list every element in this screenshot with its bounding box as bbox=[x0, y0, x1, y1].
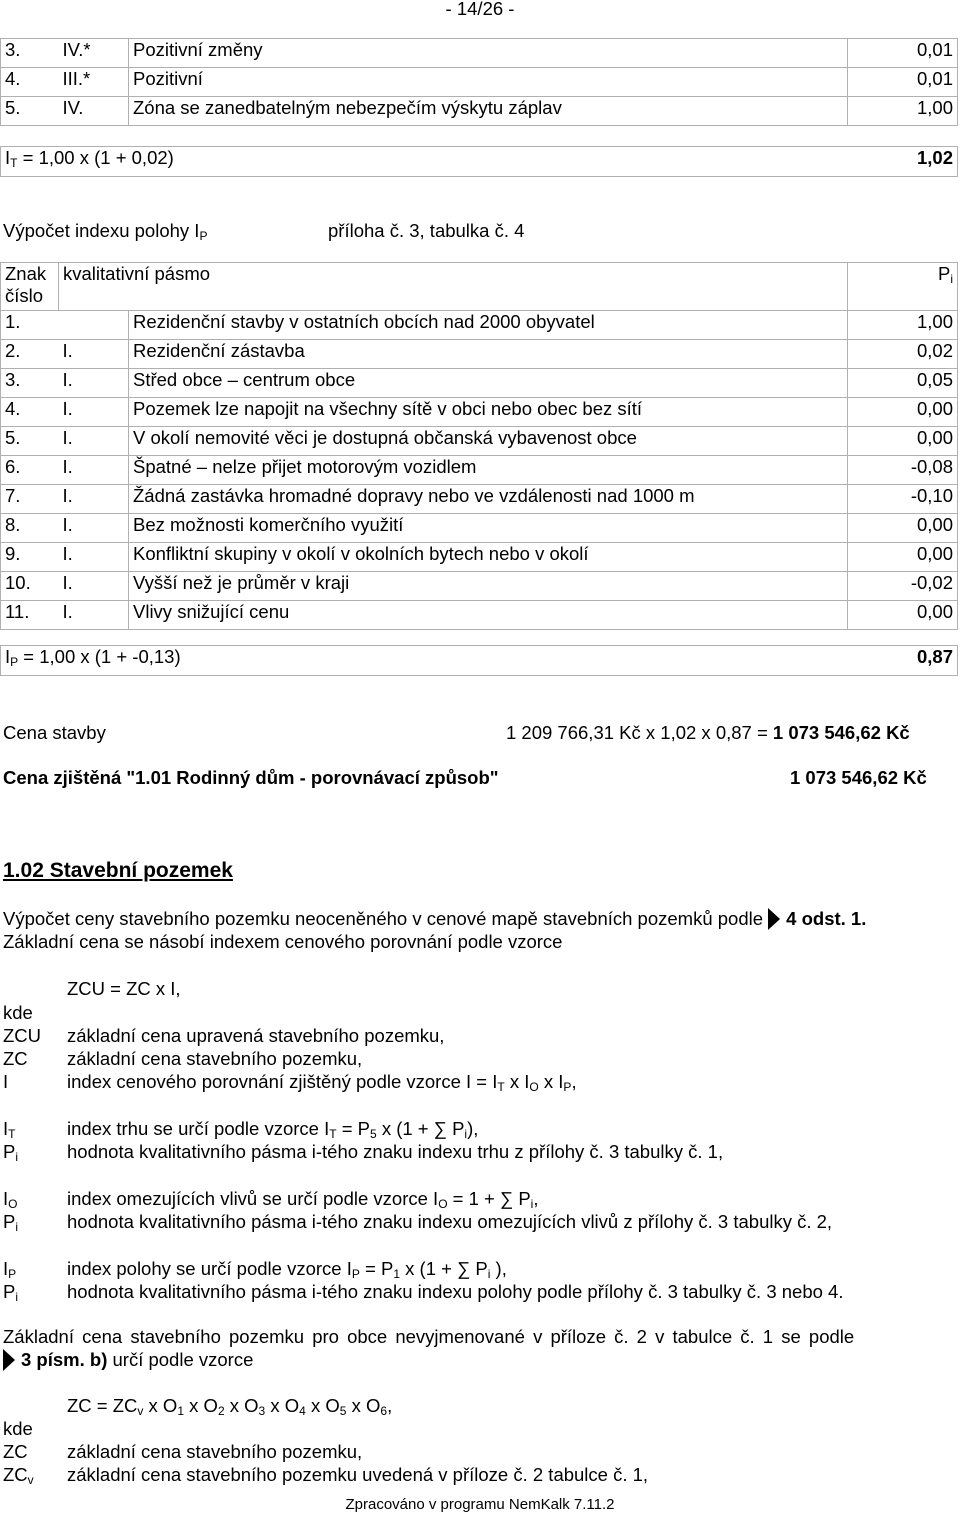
poloha-row-value: -0,08 bbox=[848, 456, 958, 485]
cena-stavby-calc: 1 209 766,31 Kč x 1,02 x 0,87 = 1 073 546,62 Kč bbox=[506, 722, 910, 743]
def2-zcv-text: základní cena stavebního pozemku uvedená v příloze č. 2 tabulce č. 1, bbox=[67, 1464, 649, 1485]
ip-result: 0,87 bbox=[839, 646, 958, 676]
poloha-row-label: Bez možnosti komerčního využití bbox=[129, 514, 848, 543]
poloha-header-pi: Pi bbox=[848, 263, 958, 311]
cena-zjistena-value: 1 073 546,62 Kč bbox=[790, 767, 927, 788]
trh-row-class: IV.* bbox=[59, 39, 129, 68]
poloha-row-num: 7. bbox=[1, 485, 59, 514]
poloha-row bbox=[1, 398, 958, 427]
it-formula-table bbox=[0, 146, 958, 177]
def-zcu-text: základní cena upravená stavebního pozemku, bbox=[67, 1025, 445, 1046]
trh-row-class: III.* bbox=[59, 68, 129, 97]
def2-zc-text: základní cena stavebního pozemku, bbox=[67, 1441, 363, 1462]
poloha-row bbox=[1, 369, 958, 398]
para2-line-1: Základní cena stavebního pozemku pro obce nevyjmenované v příloze č. 2 v tabulce č. 1 se podle bbox=[3, 1326, 855, 1347]
poloha-row-num: 10. bbox=[1, 572, 59, 601]
poloha-row-class: I. bbox=[59, 456, 129, 485]
it-result: 1,02 bbox=[839, 147, 958, 177]
poloha-row-value: 0,00 bbox=[848, 601, 958, 630]
poloha-row bbox=[1, 311, 958, 340]
trh-row-class: IV. bbox=[59, 97, 129, 126]
def-pi1-text: hodnota kvalitativního pásma i-tého znaku indexu trhu z přílohy č. 3 tabulky č. 1, bbox=[67, 1141, 724, 1162]
def-i-sym: I bbox=[3, 1071, 9, 1092]
poloha-row-num: 8. bbox=[1, 514, 59, 543]
def-pi2-sym: Pi bbox=[3, 1211, 19, 1234]
poloha-row bbox=[1, 340, 958, 369]
poloha-row-label: Žádná zastávka hromadné dopravy nebo ve vzdálenosti nad 1000 m bbox=[129, 485, 848, 514]
def2-zc-sym: ZC bbox=[3, 1441, 28, 1462]
formula-zc: ZC = ZCv x O1 x O2 x O3 x O4 x O5 x O6, bbox=[67, 1395, 393, 1418]
poloha-row-num: 5. bbox=[1, 427, 59, 456]
def-it-text: index trhu se určí podle vzorce IT = P5 x (1 + ∑ Pi), bbox=[67, 1118, 479, 1141]
poloha-row-class: I. bbox=[59, 572, 129, 601]
trh-row-label: Pozitivní změny bbox=[129, 39, 848, 68]
poloha-row-num: 2. bbox=[1, 340, 59, 369]
poloha-row bbox=[1, 456, 958, 485]
trh-row-num: 3. bbox=[1, 39, 59, 68]
poloha-row-class bbox=[59, 311, 129, 340]
poloha-row-class: I. bbox=[59, 398, 129, 427]
poloha-row-class: I. bbox=[59, 514, 129, 543]
def-zc-sym: ZC bbox=[3, 1048, 28, 1069]
poloha-row-label: Rezidenční zástavba bbox=[129, 340, 848, 369]
def-ip-sym: IP bbox=[3, 1258, 17, 1281]
poloha-row-value: 0,00 bbox=[848, 514, 958, 543]
poloha-row-class: I. bbox=[59, 340, 129, 369]
poloha-row bbox=[1, 601, 958, 630]
ip-formula: IP = 1,00 x (1 + -0,13) bbox=[1, 646, 840, 676]
kde-label-2: kde bbox=[3, 1418, 33, 1439]
poloha-row-value: -0,10 bbox=[848, 485, 958, 514]
def-zc-text: základní cena stavebního pozemku, bbox=[67, 1048, 363, 1069]
poloha-row-class: I. bbox=[59, 485, 129, 514]
section-title: 1.02 Stavební pozemek bbox=[3, 859, 233, 882]
poloha-row-class: I. bbox=[59, 427, 129, 456]
poloha-row-value: 1,00 bbox=[848, 311, 958, 340]
it-formula: IT = 1,00 x (1 + 0,02) bbox=[1, 147, 840, 177]
trh-row-value: 0,01 bbox=[848, 68, 958, 97]
poloha-row-class: I. bbox=[59, 369, 129, 398]
footer: Zpracováno v programu NemKalk 7.11.2 bbox=[345, 1496, 615, 1513]
poloha-row-label: Konfliktní skupiny v okolí v okolních bytech nebo v okolí bbox=[129, 543, 848, 572]
para2-line-2: 3 písm. b) určí podle vzorce bbox=[3, 1349, 253, 1371]
poloha-row-label: V okolí nemovité věci je dostupná občanská vybavenost obce bbox=[129, 427, 848, 456]
poloha-row-label: Špatné – nelze přijet motorovým vozidlem bbox=[129, 456, 848, 485]
poloha-row-label: Pozemek lze napojit na všechny sítě v obci nebo obec bez sítí bbox=[129, 398, 848, 427]
section-arrow-icon bbox=[768, 908, 780, 930]
poloha-row-label: Střed obce – centrum obce bbox=[129, 369, 848, 398]
poloha-row-label: Rezidenční stavby v ostatních obcích nad 2000 obyvatel bbox=[129, 311, 848, 340]
trh-table bbox=[0, 38, 958, 126]
section-arrow-icon bbox=[3, 1349, 15, 1371]
def-io-sym: IO bbox=[3, 1188, 18, 1211]
poloha-row-value: -0,02 bbox=[848, 572, 958, 601]
intro-line-1: Výpočet ceny stavebního pozemku neoceněného v cenové mapě stavebních pozemků podle 4 odst. 1. bbox=[3, 908, 867, 929]
poloha-row-num: 1. bbox=[1, 311, 59, 340]
poloha-row bbox=[1, 485, 958, 514]
poloha-row-value: 0,00 bbox=[848, 427, 958, 456]
def-i-text: index cenového porovnání zjištěný podle vzorce I = IT x IO x IP, bbox=[67, 1071, 577, 1094]
cena-zjistena-label: Cena zjištěná "1.01 Rodinný dům - porovnávací způsob" bbox=[3, 767, 499, 788]
def-ip-text: index polohy se určí podle vzorce IP = P1 x (1 + ∑ Pi ), bbox=[67, 1258, 507, 1281]
poloha-row bbox=[1, 427, 958, 456]
ip-formula-table bbox=[0, 645, 958, 676]
poloha-row-class: I. bbox=[59, 543, 129, 572]
poloha-row-num: 9. bbox=[1, 543, 59, 572]
trh-row-value: 0,01 bbox=[848, 39, 958, 68]
poloha-row bbox=[1, 543, 958, 572]
def-pi3-sym: Pi bbox=[3, 1281, 19, 1304]
def-pi1-sym: Pi bbox=[3, 1141, 19, 1164]
poloha-reference: příloha č. 3, tabulka č. 4 bbox=[328, 220, 525, 241]
kde-label: kde bbox=[3, 1002, 33, 1023]
def-pi3-text: hodnota kvalitativního pásma i-tého znaku indexu polohy podle přílohy č. 3 tabulky č. 3 nebo 4. bbox=[67, 1281, 844, 1302]
def2-zcv-sym: ZCv bbox=[3, 1464, 34, 1487]
poloha-header-label: kvalitativní pásmo bbox=[59, 263, 848, 311]
trh-row-value: 1,00 bbox=[848, 97, 958, 126]
page-number: - 14/26 - bbox=[445, 0, 515, 19]
intro-line-2: Základní cena se násobí indexem cenového porovnání podle vzorce bbox=[3, 931, 563, 952]
def-io-text: index omezujících vlivů se určí podle vzorce IO = 1 + ∑ Pi, bbox=[67, 1188, 539, 1211]
cena-stavby-label: Cena stavby bbox=[3, 722, 106, 743]
poloha-row-value: 0,00 bbox=[848, 398, 958, 427]
poloha-row-value: 0,00 bbox=[848, 543, 958, 572]
poloha-row bbox=[1, 514, 958, 543]
trh-row-label: Zóna se zanedbatelným nebezpečím výskytu záplav bbox=[129, 97, 848, 126]
poloha-heading: Výpočet indexu polohy IP bbox=[3, 220, 208, 243]
poloha-row-label: Vlivy snižující cenu bbox=[129, 601, 848, 630]
poloha-row-label: Vyšší než je průměr v kraji bbox=[129, 572, 848, 601]
poloha-row-num: 4. bbox=[1, 398, 59, 427]
poloha-row-num: 11. bbox=[1, 601, 59, 630]
poloha-row-num: 6. bbox=[1, 456, 59, 485]
trh-row-label: Pozitivní bbox=[129, 68, 848, 97]
def-pi2-text: hodnota kvalitativního pásma i-tého znaku indexu omezujících vlivů z přílohy č. 3 tabulky č. 2, bbox=[67, 1211, 833, 1232]
poloha-row-value: 0,02 bbox=[848, 340, 958, 369]
trh-row bbox=[1, 97, 958, 126]
poloha-table bbox=[0, 262, 958, 630]
poloha-row-class: I. bbox=[59, 601, 129, 630]
poloha-row bbox=[1, 572, 958, 601]
def-it-sym: IT bbox=[3, 1118, 16, 1141]
formula-zcu: ZCU = ZC x I, bbox=[67, 978, 181, 999]
trh-row-num: 4. bbox=[1, 68, 59, 97]
poloha-row-value: 0,05 bbox=[848, 369, 958, 398]
def-zcu-sym: ZCU bbox=[3, 1025, 42, 1046]
poloha-row-num: 3. bbox=[1, 369, 59, 398]
trh-row-num: 5. bbox=[1, 97, 59, 126]
poloha-header-num: Znak číslo bbox=[1, 263, 59, 311]
trh-row bbox=[1, 68, 958, 97]
trh-row bbox=[1, 39, 958, 68]
